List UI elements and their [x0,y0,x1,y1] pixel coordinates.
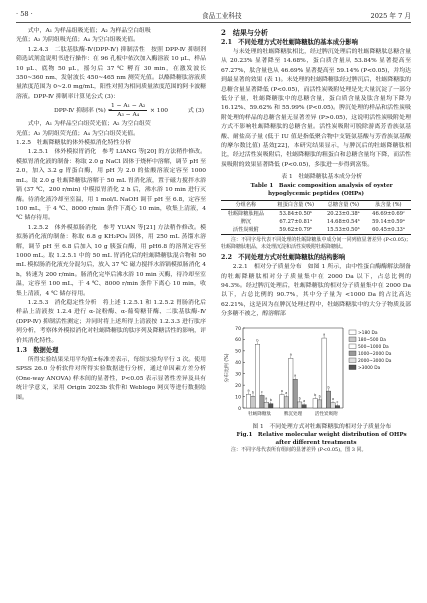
page-number: · 58 · [16,10,33,18]
y-tick-label: 10 [235,394,241,400]
bar [313,398,317,407]
significance-letter: b [298,395,301,400]
table-header-row [221,200,411,209]
significance-letter: b [318,393,321,398]
bar [297,402,301,408]
y-tick-label: 50 [235,349,241,355]
significance-letter: b [251,390,255,395]
equation-number: 式 (3) [187,108,204,115]
legend-label: >3000 Da [358,365,381,371]
bar [289,358,293,408]
table-cell: 20.23±0.38ᵃ [326,210,360,217]
y-axis-label: 分布比例 (%) [225,353,230,383]
section-1-2-5-3: 1.2.5.3 消化稳定性分析 将上述 1.2.5.1 和 1.2.5.2 胃肠消化后样品上清液按 1.2.4 进行 α-淀粉酶、α-葡萄糖苷酶、二肽基肽酶-Ⅳ (DPP-Ⅳ) 抑制活性测定；并同时将上述所得上清液按 1.2.3.3 进行肽序列分析，考察体外模拟消化对牡蛎降糖肽的肽序列及降糖活性的影响，评价其消化特性。 [16,299,206,344]
right-column [221,27,411,454]
table-cell: 59.62±0.79ᵇ [279,226,313,233]
significance-letter: c [260,389,263,394]
table-row [221,218,411,226]
table-header-cell: 分组名称 [235,201,257,208]
bar [284,396,288,407]
legend-swatch [349,365,356,370]
bar [335,405,339,407]
figure-1-note: 注：不同字母代表所有组间的显著差异 (P<0.05)，图 3 同。 [231,447,367,454]
para-text: 式中，A₁ 为样品组吸光值；A₂ 为样品空白组吸 [27,28,151,34]
figure-1-chart [221,322,411,422]
figure-1-caption-en: Fig.1 Relative molecular weight distribution of OHPs after different treatments [236,432,407,447]
equation-denominator: A₃ − A₄ [117,112,140,119]
x-tick-label: 牡蛎降糖肽 [248,411,272,417]
header-rule [16,22,411,23]
y-tick-label: 0 [238,406,241,412]
legend-swatch [349,351,356,356]
significance-letter: a [285,390,288,395]
y-tick-label: 20 [235,383,241,389]
table-cell: 53.84±0.50ᵇ [279,210,313,217]
bar [331,402,335,407]
significance-letter: b [314,392,317,397]
equation-fraction [109,102,147,119]
bar-chart-svg [221,322,411,422]
legend-swatch [349,358,356,363]
para-text: 式中，A₁ 为样品空白组荧光值；A₂ 为空白组荧 [27,121,151,128]
legend-swatch [349,330,356,335]
section-2-1-text: 与未处理的牡蛎降糖肽相比，经过脾沉处理后的牡蛎降糖肽总糖含量从 20.23% 显著降至 14.68%，蛋白质含量从 53.84% 显著提高至 67.27%，肽含量也从 46.69% 显著提高至 59.14% (P<0.05)，并均达到最显著的效果 (表 1)。未处理的牡蛎降糖肽经过脾沉后，牡蛎降糖肽的总糖含量显著降低 (P<0.05)，而活性炭吸附处理是先大量沉淀了一部分低分子量，牡蛎降糖肽中的总糖含量，蛋白质含量及肽含量均下降为 16.12%、59.62% 和 55.99% (P<0.05)。脾沉处理的样品和活性炭吸附处理的样品的总糖含量无显著差异 (P>0.05)，这说明活性炭吸附处理方式不影响牡蛎降糖肽的总糖含量。活性炭吸附可脱除游离芳香族氨基酸、耐盐高子量 (低于 IU 值是指低聚合物中支链氨基酸与芳香族氨基酸的摩尔数比值) 基效[22]，本研究结果显示，与脾沉后的牡蛎降糖肽相比，经过活性炭吸附后，牡蛎降糖肽的粗蛋白和总糖含量均下降，而活性炭吸附的效果显著降低 (P<0.05)，多肽进一步得到富集。 [221,49,411,168]
equation-numerator: 1 − A₁ − A₂ [111,103,146,110]
equation-rhs: × 100 [150,108,169,115]
para-text: 光值；A₃ 为阴组吸光值；A₄ 为空白组吸光值。 [16,37,140,44]
significance-letter: a [294,373,297,378]
bar [264,402,268,408]
figure-1-caption: 图 1 不同处理方式对牡蛎降糖肽的相对分子质量分布 [252,423,392,430]
table-1 [221,200,411,235]
y-tick-label: 30 [235,372,241,378]
significance-letter: a [331,396,335,401]
section-heading-1-3: 1.3 数据处理 [16,347,59,354]
table-cell: 活性炭吸附 [232,226,259,233]
significance-letter: b [256,338,259,343]
left-column [16,27,206,403]
table-cell: 60.45±0.33ᵃ [372,226,405,233]
significance-letter: a [323,332,326,337]
page-header [16,10,411,22]
significance-letter: a [303,398,306,403]
bar [322,338,326,408]
table-row [221,209,411,218]
equation-lhs: DPP-Ⅳ 抑制率 (%) = [54,108,113,115]
table-cell: 46.69±0.69ᶜ [372,210,405,217]
table-header-cell: 粗蛋白含量 (%) [277,201,314,208]
section-heading-2-1: 2.1 不同处理方式对牡蛎降糖肽的基本成分影响 [221,39,358,46]
x-tick-label: 脾沉处理 [283,411,303,417]
x-tick-label: 活性炭吸附 [314,411,338,417]
section-heading-1-2-5: 1.2.5 牡蛎降糖肽的体外模拟消化特性分析 [16,140,132,147]
equation-3 [16,102,206,120]
table-header-cell: 肽含量 (%) [375,201,402,208]
bar [255,344,259,408]
bar [260,395,264,408]
bar [326,391,330,408]
issue-date: 2025 年 7 月 [370,12,411,20]
legend-label: 180~500 Da [358,337,386,343]
y-tick-label: 40 [235,360,241,366]
table-header-cell: 总糖含量 (%) [327,201,360,208]
section-heading-2: 2 结果与分析 [221,28,268,37]
table-cell: 14.68±0.54ᵇ [326,218,360,225]
significance-letter: a [265,396,268,401]
section-1-3: 所得实验结果采用平均值±标准差表示，每组实验均平行 3 次。使用 SPSS 26.0 分析软件对所得实验数据进行分析，通过单因素方差分析 (One-way ANOVA) 样本间的显著性，P<0.05 表示显著性差异及具有统计学意义，采用 Origin 2023b 软件和 Weblogo 网页等进行数据绘图。 [16,357,206,401]
legend-label: 2000~3000 Da [358,358,392,364]
table-cell: 59.14±0.59ᵃ [372,218,405,225]
y-tick-label: 70 [235,326,241,332]
legend-swatch [349,344,356,349]
table-cell: 67.27±0.81ᵃ [279,218,313,225]
significance-letter: b [269,397,272,402]
legend-label: 500~1000 Da [358,344,389,350]
table-1-caption-en: Table 1 Basic composition analysis of oyster hypoglycemic peptides (OHPs) [250,182,393,197]
bar [317,400,321,408]
significance-letter: a [280,388,283,393]
table-cell: 脾沉 [240,218,252,225]
bar [246,394,250,408]
section-1-2-4-3: 1.2.4.3 二肽基肽酶-Ⅳ(DPP-Ⅳ) 抑制活性 按照 DPP-Ⅳ 抑制剂筛选试剂盒说明书进行操作：在 96 孔板中依次加入酶溶液 10 μL、样品 10 μL、底物 50 μL，摇匀后 37 ℃ 孵育 30 min，在激发波长 350~360 nm、发射波长 450~465 nm 测荧光值。以酪降糖肽溶液质量浓度范围为 0~2.0 mg/mL，阳性对照为相同质量浓度范围的阿卡波糖溶液。DPP-Ⅳ 抑制率计算见公式 (3)： [16,46,206,100]
y-tick-label: 60 [235,337,241,343]
table-row [221,226,411,235]
section-1-2-5-2: 1.2.5.2 体外模拟肠消化 参考 YUAN 等[21] 方法稍作修改。模拟肠消化液的制备：称取 6.8 g KH₂PO₄ 固体，用 250 mL 蒸馏水溶解，调节 pH 至 6.8 后加入 10 g 胰蛋白酶，用 pH6.8 的溶剂定容至 1000 mL。取 1.2.5.1 中的 50 mL 胃消化后的牡蛎降糖肽混合物和 50 mL 模拟肠消化液充分混匀后，放入 37 ℃ 磁力搅拌水浴锅模拟肠消化 4 h，转速为 200 r/min。肠消化完毕后沸水浴 10 min 灭酶，待冷却至室温，定容至 100 mL，于 4 ℃、8000 r/min 条件下离心 10 min，收集上清液，4 ℃ 储存待用。 [16,224,206,297]
table-1-note: 注：不同字母代表不同处理的牡蛎降糖肽中成分间一同列值显著差异 (P<0.05)；牡蛎降糖肽粗品，未处理沉淀和活性炭吸附牡蛎降糖肽。 [221,236,411,250]
section-heading-2-2: 2.2 不同处理方式对牡蛎降糖肽的结构影响 [221,254,346,262]
significance-letter: a [247,388,250,393]
bar [280,394,284,407]
significance-letter: a [289,352,292,357]
legend-label: >180 Da [358,330,378,336]
legend-label: 1000~2000 Da [358,351,392,357]
bar [293,379,297,408]
significance-letter: b [327,385,330,390]
table-cell: 牡蛎降糖肽粗品 [227,210,265,217]
journal-name: 食品工业科技 [202,12,242,20]
bar [251,396,255,408]
significance-letter: c [336,399,339,404]
legend-swatch [349,337,356,342]
para-text: 光值；A₃ 为阴组荧光值；A₄ 为空白组荧光值。 [16,130,140,137]
table-1-caption: 表 1 牡蛎降糖肽基本成分分析 [281,174,363,181]
bar [302,404,306,407]
section-2-2-1-text: 2.2.1 相对分子质量分布 如图 1 所示，由中性蛋白酶酶解法制备的牡蛎降糖肽相对分子质量集中在 2000 Da 以下，占总比例的 94.3%。经过脾沉处理后，牡蛎降糖肽的相对分子质量集中在 2000 Da 以下，占总比例的 90.7%，其中分子量为 <1000 Da 的占比高达 62.21%，这是因为在脾沉处理过程中，牡蛎降糖肽中的大分子物质及部分多糖不被之，醇溶解部 [221,264,411,318]
table-cell: 15.53±0.50ᵇ [326,226,360,233]
bar [269,403,273,407]
section-1-2-5-1: 1.2.5.1 体外模拟胃消化 参考 LIANG 等[20] 的方法稍作修改。模拟胃消化液的制备：称取 2.0 g NaCl 固体于烧杯中溶解，调节 pH 至 2.0，加入 3.2 g 胃蛋白酶，用 pH 为 2.0 的盐酸溶液定容至 1000 mL。取 2.0 g 牡蛎降糖肽溶解于 50 mL 胃消化液，置于磁力搅拌水浴锅 (37 ℃，200 r/min) 中模拟胃消化 2 h 后，沸水浴 10 min 进行灭酶。待消化液冷却至室温，用 1 mol/L NaOH 调节 pH 至 6.8，定容至 100 mL，于 4 ℃、8000 r/min 条件下离心 10 min，收集上清液，4 ℃ 储存待用。 [16,149,206,222]
